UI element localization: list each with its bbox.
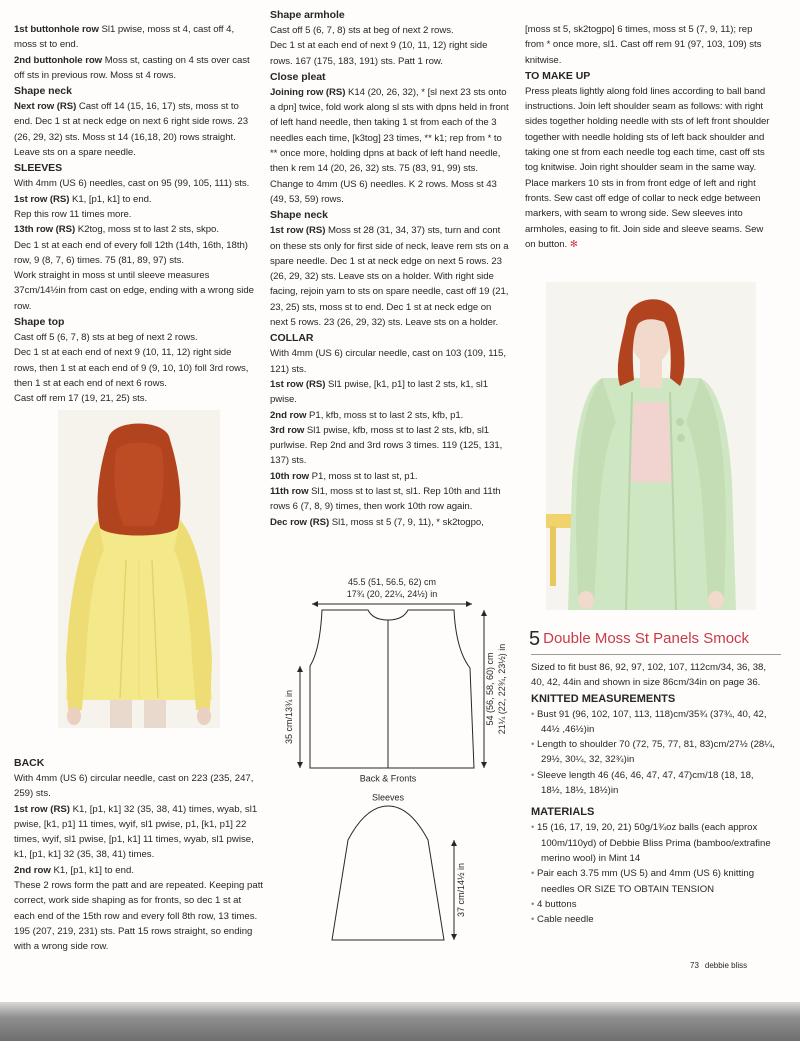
list-item: • 15 (16, 17, 19, 20, 21) 50g/1¾oz balls (each approx 100m/110yd) of Debbie Bliss Prima (bamboo/extrafine merino wool) in Mint 14 (531, 822, 771, 864)
photo-back-view (58, 410, 220, 728)
sizes-text: Sized to fit bust 86, 92, 97, 102, 107, 112cm/34, 36, 38, 40, 42, 44in and shown in size 86cm/34in on page 36. (531, 662, 767, 689)
paragraph: With 4mm (US 6) circular needle, cast on 223 (235, 247, 259) sts. (14, 773, 254, 800)
paragraph: 3rd row Sl1 pwise, kfb, moss st to last 2 sts, kfb, sl1 purlwise. Rep 2nd and 3rd rows 3 times. 119 (125, 131, 137) sts. (270, 424, 503, 467)
paragraph: Joining row (RS) K14 (20, 26, 32), * [sl next 23 sts onto a dpn] twice, fold work along sl sts with dpns held in front of left hand needle, then taking 1 st from each of the 3 needles each time, [k3tog] 23 times, ** k1; rep from * to ** once more, holding dpns at back of left hand needle, then k rem 14 (20, 26, 32) sts. 75 (83, 91, 99) sts. Change to 4mm (US 6) needles. K 2 rows. Moss st 43 (49, 53, 59) rows. (270, 86, 509, 205)
paragraph: Rep this row 11 times more. (14, 208, 132, 220)
paragraph: With 4mm (US 6) circular needle, cast on 103 (109, 115, 121) sts. (270, 348, 506, 375)
pattern-info (531, 660, 776, 927)
back-section (14, 755, 264, 955)
paragraph: With 4mm (US 6) needles, cast on 95 (99, 105, 111) sts. (14, 178, 250, 190)
paragraph: Work straight in moss st until sleeve measures 37cm/14½in from cast on edge, ending with a wrong side row. (14, 270, 254, 312)
width-label-cm: 45.5 (51, 56.5, 62) cm (347, 577, 437, 587)
list-item: • 4 buttons (531, 898, 577, 910)
paragraph: 1st row (RS) Moss st 28 (31, 34, 37) sts, turn and cont on these sts only for first side of neck, leave rem sts on a spare needle. Dec 1 st at neck edge on next 5 rows. 23 (26, 29, 32) sts. Leave sts on a holder. With right side facing, rejoin yarn to sts on spare needle, cast off 19 (21, 23, 25) sts, moss st to end. Dec 1 st at neck edge on next 5 rows. 23 (26, 29, 32) sts. Leave sts on a holder. (270, 225, 509, 329)
heading-back: BACK (14, 757, 45, 769)
arrowhead (297, 762, 303, 768)
paragraph: Cast off 5 (6, 7, 8) sts at beg of next 2 rows. (14, 332, 198, 344)
schematic-diagram (270, 570, 510, 950)
heading-materials: MATERIALS (531, 806, 595, 819)
paragraph: 2nd row P1, kfb, moss st to last 2 sts, kfb, p1. (270, 409, 464, 421)
arrowhead (466, 601, 472, 607)
list-item: • Length to shoulder 70 (72, 75, 77, 81, 83)cm/27½ (28¼, 29½, 30¼, 32, 32¾)in (531, 739, 775, 766)
caption-sleeves: Sleeves (371, 792, 405, 803)
model-front-illustration (546, 282, 756, 610)
button-icon (676, 418, 684, 426)
arrowhead (451, 840, 457, 846)
heading-knitted-measurements: KNITTED MEASUREMENTS (531, 692, 676, 705)
caption-back-fronts: Back & Fronts (359, 773, 417, 784)
photo-front-view (546, 282, 756, 610)
column-2 (270, 9, 510, 530)
paragraph: Dec 1 st at each end of every foll 12th (14th, 16th, 18th) row, 9 (8, 7, 6) times. 75 (81, 89, 97) sts. (14, 239, 248, 266)
brand-name: debbie bliss (704, 961, 748, 970)
right-height-label-cm: 54 (56, 58, 60) cm (485, 652, 495, 726)
pattern-title (529, 628, 779, 651)
arrowhead (451, 934, 457, 940)
heading-shape-top: Shape top (14, 316, 65, 329)
list-item: • Bust 91 (96, 102, 107, 113, 118)cm/35¾ (37¾, 40, 42, 44½ ,46½)in (531, 708, 767, 735)
arrowhead (481, 762, 487, 768)
paragraph: Cast off rem 17 (19, 21, 25) sts. (14, 393, 148, 405)
heading-collar: COLLAR (270, 332, 314, 345)
paragraph: Next row (RS) Cast off 14 (15, 16, 17) sts, moss st to end. Dec 1 st at neck edge on next 6 right side rows. 23 (26, 29, 32) sts. Moss st 14 (16,18, 20) rows straight. Leave sts on a spare needle. (14, 101, 248, 159)
paragraph: Cast off 5 (6, 7, 8) sts at beg of next 2 rows. (270, 25, 454, 36)
paragraph: 13th row (RS) K2tog, moss st to last 2 sts, skpo. (14, 224, 219, 236)
body-outline (310, 610, 474, 768)
heading-close-pleat: Close pleat (270, 70, 326, 83)
paragraph: 1st row (RS) K1, [p1, k1] 32 (35, 38, 41) times, wyab, sl1 pwise, [k1, p1] 11 times, wyif, sl1 pwise, p1, [k1, p1] 22 times, wyif, sl1 pwise, [p1, k1] 11 times, wyab, sl1 pwise, k1, [p1, k1] 32 (35, 38, 41) times. (14, 803, 258, 861)
model-back-illustration (58, 410, 220, 728)
arrowhead (312, 601, 318, 607)
paragraph: 1st row (RS) Sl1 pwise, [k1, p1] to last 2 sts, k1, sl1 pwise. (270, 378, 488, 406)
list-item: • Cable needle (531, 914, 594, 926)
right-height-label-in: 21¼ (22, 22¾, 23½) in (497, 643, 507, 735)
column-1 (14, 22, 254, 407)
heading-shape-armhole: Shape armhole (270, 9, 345, 21)
paragraph: Press pleats lightly along fold lines according to ball band instructions. Join left shoulder seam as follows: with right sides together holding needle with sts of left front shoulder together with needle holding sts of left back shoulder and taking one st from each needle tog each time, cast off sts tog knitwise. Join right shoulder seam in the same way. Place markers 10 sts in from front edge of left and right fronts. Sew cast off edge of collar to neck edge between markers, with seam to wrong side. Sew sleeves into armholes, easing to fit. Join side and sleeve seams. Sew on button. ✻ (525, 85, 770, 250)
pattern-number: 5 (529, 628, 541, 650)
page-number: 73 (690, 961, 699, 970)
arrowhead (297, 666, 303, 672)
width-label-in: 17¾ (20, 22¼, 24½) in (346, 589, 438, 599)
paragraph: 1st buttonhole row Sl1 pwise, moss st 4, cast off 4, moss st to end. (14, 24, 235, 51)
heading-shape-neck: Shape neck (14, 85, 72, 98)
column-3 (525, 22, 773, 252)
paragraph: Dec 1 st at each end of next 9 (10, 11, 12) right side rows. 167 (175, 183, 191) sts. Patt 1 row. (270, 40, 488, 67)
page-footer (690, 961, 753, 970)
list-item: • Pair each 3.75 mm (US 5) and 4mm (US 6) knitting needles OR SIZE TO OBTAIN TENSION (531, 868, 755, 895)
paragraph: Dec row (RS) Sl1, moss st 5 (7, 9, 11), * sk2togpo, (270, 516, 484, 528)
divider (531, 654, 781, 655)
left-height-label: 35 cm/13¾ in (284, 689, 294, 745)
paragraph: These 2 rows form the patt and are repeated. Keeping patt correct, work side shaping as for fronts, so dec 1 st at each end of the 15th row and every foll 8th row, 13 times. 195 (207, 219, 231) sts. Patt 15 rows straight, so ending with a wrong side row. (14, 880, 264, 953)
sleeve-length-label: 37 cm/14½ in (456, 862, 466, 918)
paragraph: Dec 1 st at each end of next 9 (10, 11, 12) right side rows, then 1 st at each end of 9 (9, 10, 10) foll 3rd rows, then 1 st at each end of next 6 rows. (14, 347, 249, 389)
paragraph: 2nd row K1, [p1, k1] to end. (14, 864, 134, 876)
pattern-name: Double Moss St Panels Smock (543, 630, 750, 647)
list-item: • Sleeve length 46 (46, 46, 47, 47, 47)cm/18 (18, 18, 18½, 18½, 18½)in (531, 769, 754, 797)
paragraph: 11th row Sl1, moss st to last st, sl1. Rep 10th and 11th rows 6 (7, 8, 9) times, then work 10th row again. (270, 486, 501, 513)
scan-edge (0, 1002, 800, 1041)
heading-shape-neck: Shape neck (270, 209, 328, 222)
end-mark: ✻ (569, 238, 578, 250)
heading-to-make-up: TO MAKE UP (525, 69, 591, 82)
arrowhead (481, 610, 487, 616)
button-icon (677, 434, 685, 442)
paragraph: 1st row (RS) K1, [p1, k1] to end. (14, 193, 152, 205)
paragraph: [moss st 5, sk2togpo] 6 times, moss st 5 (7, 9, 11); rep from * once more, sl1. Cast off rem 91 (97, 103, 109) sts knitwise. (525, 24, 762, 66)
paragraph: 10th row P1, moss st to last st, p1. (270, 470, 418, 482)
heading-sleeves: SLEEVES (14, 162, 63, 175)
sleeve-outline (332, 806, 444, 940)
paragraph: 2nd buttonhole row Moss st, casting on 4 sts over cast off sts in previous row. Moss st 4 rows. (14, 54, 250, 81)
